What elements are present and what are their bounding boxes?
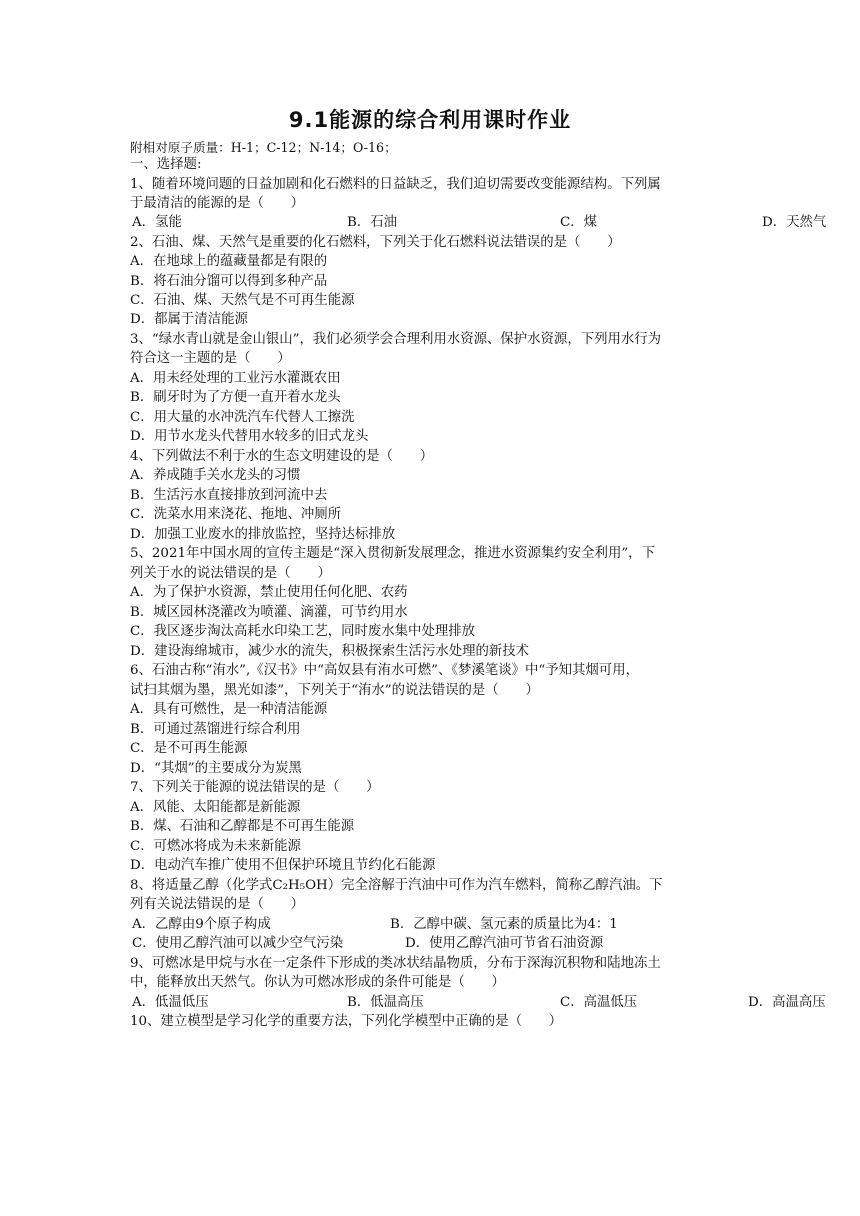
question-9-line-1: 9、可燃冰是甲烷与水在一定条件下形成的类冰状结晶物质，分布于深海沉积物和陆地冻土 [130,956,661,971]
question-3-option-b: B．刷牙时为了方便一直开着水龙头 [130,390,341,405]
question-8-option-c: C．使用乙醇汽油可以减少空气污染 [132,936,344,951]
question-7-option-d: D．电动汽车推广使用不但保护环境且节约化石能源 [130,858,436,873]
question-5-line-1: 5、2021年中国水周的宣传主题是“深入贯彻新发展理念，推进水资源集约安全利用”，下 [130,546,655,561]
question-3-line-2: 符合这一主题的是（ ） [130,351,291,366]
question-8-option-b: B．乙醇中碳、氢元素的质量比为4：1 [390,917,618,932]
question-6-option-d: D．“其烟”的主要成分为炭黑 [130,761,302,776]
question-2-option-c: C．石油、煤、天然气是不可再生能源 [130,293,355,308]
question-3-option-d: D．用节水龙头代替用水较多的旧式龙头 [130,429,369,444]
question-5-option-b: B．城区园林浇灌改为喷灌、滴灌，可节约用水 [130,605,408,620]
question-4-option-d: D．加强工业废水的排放监控，坚持达标排放 [130,527,396,542]
question-1-option-a: A．氢能 [132,215,182,230]
question-5-option-d: D．建设海绵城市，减少水的流失，积极探索生活污水处理的新技术 [130,644,530,659]
question-8-line-2: 列有关说法错误的是（ ） [130,897,305,912]
question-7-option-c: C．可燃冰将成为未来新能源 [130,839,301,854]
section-heading: 一、选择题: [130,157,202,172]
question-9-line-2: 中，能释放出天然气。你认为可燃冰形成的条件可能是（ ） [130,975,505,990]
question-4-option-b: B．生活污水直接排放到河流中去 [130,488,328,503]
question-9-option-a: A．低温低压 [132,995,209,1010]
question-8-option-d: D．使用乙醇汽油可节省石油资源 [405,936,604,951]
question-6-line-2: 试扫其烟为墨，黑光如漆”，下列关于“洧水”的说法错误的是（ ） [130,683,539,698]
question-2-option-d: D．都属于清洁能源 [130,312,248,327]
question-6-option-c: C．是不可再生能源 [130,741,248,756]
question-5-option-c: C．我区逐步淘汰高耗水印染工艺，同时废水集中处理排放 [130,624,476,639]
atomic-masses: 附相对原子质量：H-1；C-12；N-14；O-16； [130,140,397,155]
question-10-line-1: 10、建立模型是学习化学的重要方法，下列化学模型中正确的是（ ） [130,1014,563,1029]
question-7-line-1: 7、下列关于能源的说法错误的是（ ） [130,780,380,795]
question-9-option-c: C．高温低压 [560,995,638,1010]
question-8-option-a: A．乙醇由9个原子构成 [132,917,271,932]
question-9-option-b: B．低温高压 [347,995,424,1010]
question-3-option-a: A．用未经处理的工业污水灌溉农田 [130,371,341,386]
question-8-line-1: 8、将适量乙醇（化学式C₂H₅OH）完全溶解于汽油中可作为汽车燃料，简称乙醇汽油。下 [130,878,663,893]
question-1-option-c: C．煤 [560,215,598,230]
question-6-line-1: 6、石油古称“洧水”,《汉书》中“高奴县有洧水可燃”、《梦溪笔谈》中“予知其烟可用， [130,663,639,678]
question-1-line-2: 于最清洁的能源的是（ ） [130,196,305,211]
question-5-line-2: 列关于水的说法错误的是（ ） [130,566,331,581]
question-6-option-b: B．可通过蒸馏进行综合利用 [130,722,301,737]
question-6-option-a: A．具有可燃性，是一种清洁能源 [130,702,328,717]
question-1-line-1: 1、随着环境问题的日益加剧和化石燃料的日益缺乏，我们迫切需要改变能源结构。下列属 [130,177,661,192]
question-3-option-c: C．用大量的水冲洗汽车代替人工擦洗 [130,410,355,425]
question-7-option-b: B．煤、石油和乙醇都是不可再生能源 [130,819,355,834]
page-title: 9.1能源的综合利用课时作业 [288,108,572,132]
question-1-option-b: B．石油 [347,215,398,230]
question-7-option-a: A．风能、太阳能都是新能源 [130,800,301,815]
question-4-line-1: 4、下列做法不利于水的生态文明建设的是（ ） [130,449,434,464]
question-2-option-a: A．在地球上的蕴藏量都是有限的 [130,254,328,269]
question-9-option-d: D．高温高压 [748,995,826,1010]
question-4-option-a: A．养成随手关水龙头的习惯 [130,468,301,483]
question-3-line-1: 3、“绿水青山就是金山银山”，我们必须学会合理利用水资源、保护水资源，下列用水行为 [130,332,662,347]
question-4-option-c: C．洗菜水用来浇花、拖地、冲厕所 [130,507,342,522]
question-1-option-d: D．天然气 [762,215,827,230]
question-5-option-a: A．为了保护水资源，禁止使用任何化肥、农药 [130,585,408,600]
question-2-line-1: 2、石油、煤、天然气是重要的化石燃料，下列关于化石燃料说法错误的是（ ） [130,235,621,250]
question-2-option-b: B．将石油分馏可以得到多种产品 [130,274,328,289]
